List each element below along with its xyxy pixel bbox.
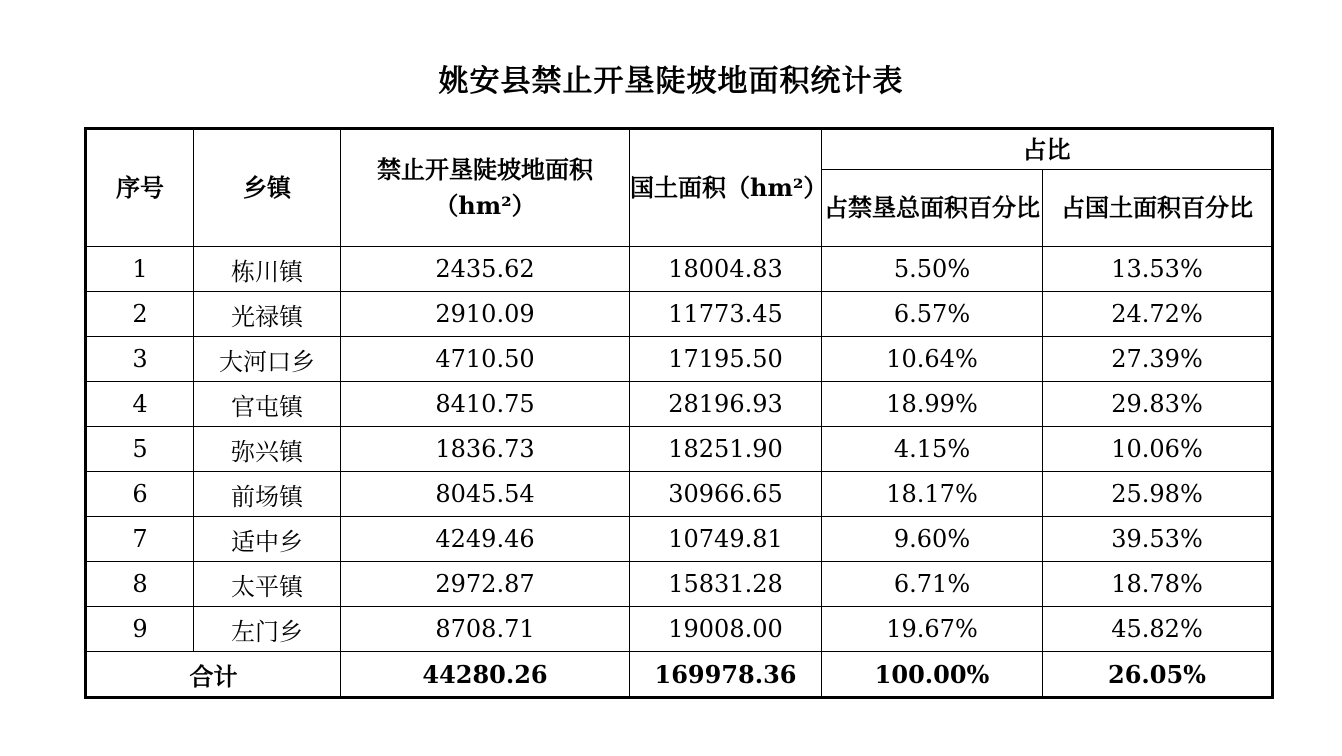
- cell-town: 官屯镇: [194, 382, 341, 427]
- cell-ratio-land: 39.53%: [1043, 517, 1273, 562]
- cell-ratio-land: 29.83%: [1043, 382, 1273, 427]
- header-land-area: 国土面积（hm²）: [630, 129, 822, 247]
- cell-ratio-land: 24.72%: [1043, 292, 1273, 337]
- cell-index: 4: [86, 382, 194, 427]
- cell-town: 太平镇: [194, 562, 341, 607]
- cell-ratio-land: 18.78%: [1043, 562, 1273, 607]
- table-row: [86, 337, 1273, 382]
- cell-prohibited-area: 8708.71: [341, 607, 630, 652]
- cell-index: 1: [86, 247, 194, 292]
- cell-index: 3: [86, 337, 194, 382]
- cell-prohibited-area: 2435.62: [341, 247, 630, 292]
- cell-ratio-prohibited: 4.15%: [822, 427, 1043, 472]
- cell-prohibited-area: 2910.09: [341, 292, 630, 337]
- header-prohibited-area: 禁止开垦陡坡地面积（hm²）: [341, 129, 630, 247]
- statistics-table: [84, 127, 1274, 699]
- total-ratio-prohibited: 100.00%: [822, 652, 1043, 698]
- cell-index: 6: [86, 472, 194, 517]
- total-prohibited-area: 44280.26: [341, 652, 630, 698]
- header-ratio-of-land-area: 占国土面积百分比: [1043, 170, 1273, 247]
- header-ratio: 占比: [822, 129, 1273, 170]
- cell-prohibited-area: 8045.54: [341, 472, 630, 517]
- cell-land-area: 17195.50: [630, 337, 822, 382]
- cell-prohibited-area: 4710.50: [341, 337, 630, 382]
- cell-ratio-prohibited: 18.99%: [822, 382, 1043, 427]
- cell-town: 左门乡: [194, 607, 341, 652]
- table-row: [86, 382, 1273, 427]
- cell-ratio-prohibited: 18.17%: [822, 472, 1043, 517]
- cell-index: 9: [86, 607, 194, 652]
- cell-ratio-land: 27.39%: [1043, 337, 1273, 382]
- cell-town: 光禄镇: [194, 292, 341, 337]
- cell-town: 适中乡: [194, 517, 341, 562]
- cell-prohibited-area: 2972.87: [341, 562, 630, 607]
- cell-prohibited-area: 1836.73: [341, 427, 630, 472]
- cell-town: 栋川镇: [194, 247, 341, 292]
- cell-index: 7: [86, 517, 194, 562]
- cell-prohibited-area: 4249.46: [341, 517, 630, 562]
- cell-land-area: 18004.83: [630, 247, 822, 292]
- cell-land-area: 18251.90: [630, 427, 822, 472]
- cell-ratio-land: 10.06%: [1043, 427, 1273, 472]
- header-ratio-of-total-prohibited: 占禁垦总面积百分比: [822, 170, 1043, 247]
- cell-index: 2: [86, 292, 194, 337]
- cell-ratio-prohibited: 9.60%: [822, 517, 1043, 562]
- cell-prohibited-area: 8410.75: [341, 382, 630, 427]
- cell-ratio-prohibited: 19.67%: [822, 607, 1043, 652]
- header-town: 乡镇: [194, 129, 341, 247]
- cell-ratio-prohibited: 6.71%: [822, 562, 1043, 607]
- cell-land-area: 11773.45: [630, 292, 822, 337]
- table-row: [86, 292, 1273, 337]
- cell-land-area: 10749.81: [630, 517, 822, 562]
- cell-index: 8: [86, 562, 194, 607]
- cell-land-area: 28196.93: [630, 382, 822, 427]
- page-title: 姚安县禁止开垦陡坡地面积统计表: [438, 64, 904, 99]
- cell-ratio-prohibited: 10.64%: [822, 337, 1043, 382]
- table-row: [86, 247, 1273, 292]
- table-row: [86, 472, 1273, 517]
- table-row: [86, 607, 1273, 652]
- total-land-area: 169978.36: [630, 652, 822, 698]
- table-row: [86, 562, 1273, 607]
- cell-town: 大河口乡: [194, 337, 341, 382]
- cell-land-area: 30966.65: [630, 472, 822, 517]
- total-row: [86, 652, 1273, 698]
- cell-ratio-land: 25.98%: [1043, 472, 1273, 517]
- cell-town: 前场镇: [194, 472, 341, 517]
- cell-town: 弥兴镇: [194, 427, 341, 472]
- cell-land-area: 15831.28: [630, 562, 822, 607]
- cell-ratio-prohibited: 6.57%: [822, 292, 1043, 337]
- header-index: 序号: [86, 129, 194, 247]
- total-ratio-land: 26.05%: [1043, 652, 1273, 698]
- total-label: 合计: [86, 652, 341, 698]
- cell-ratio-land: 45.82%: [1043, 607, 1273, 652]
- cell-ratio-land: 13.53%: [1043, 247, 1273, 292]
- cell-index: 5: [86, 427, 194, 472]
- cell-land-area: 19008.00: [630, 607, 822, 652]
- table-row: [86, 427, 1273, 472]
- table-row: [86, 517, 1273, 562]
- cell-ratio-prohibited: 5.50%: [822, 247, 1043, 292]
